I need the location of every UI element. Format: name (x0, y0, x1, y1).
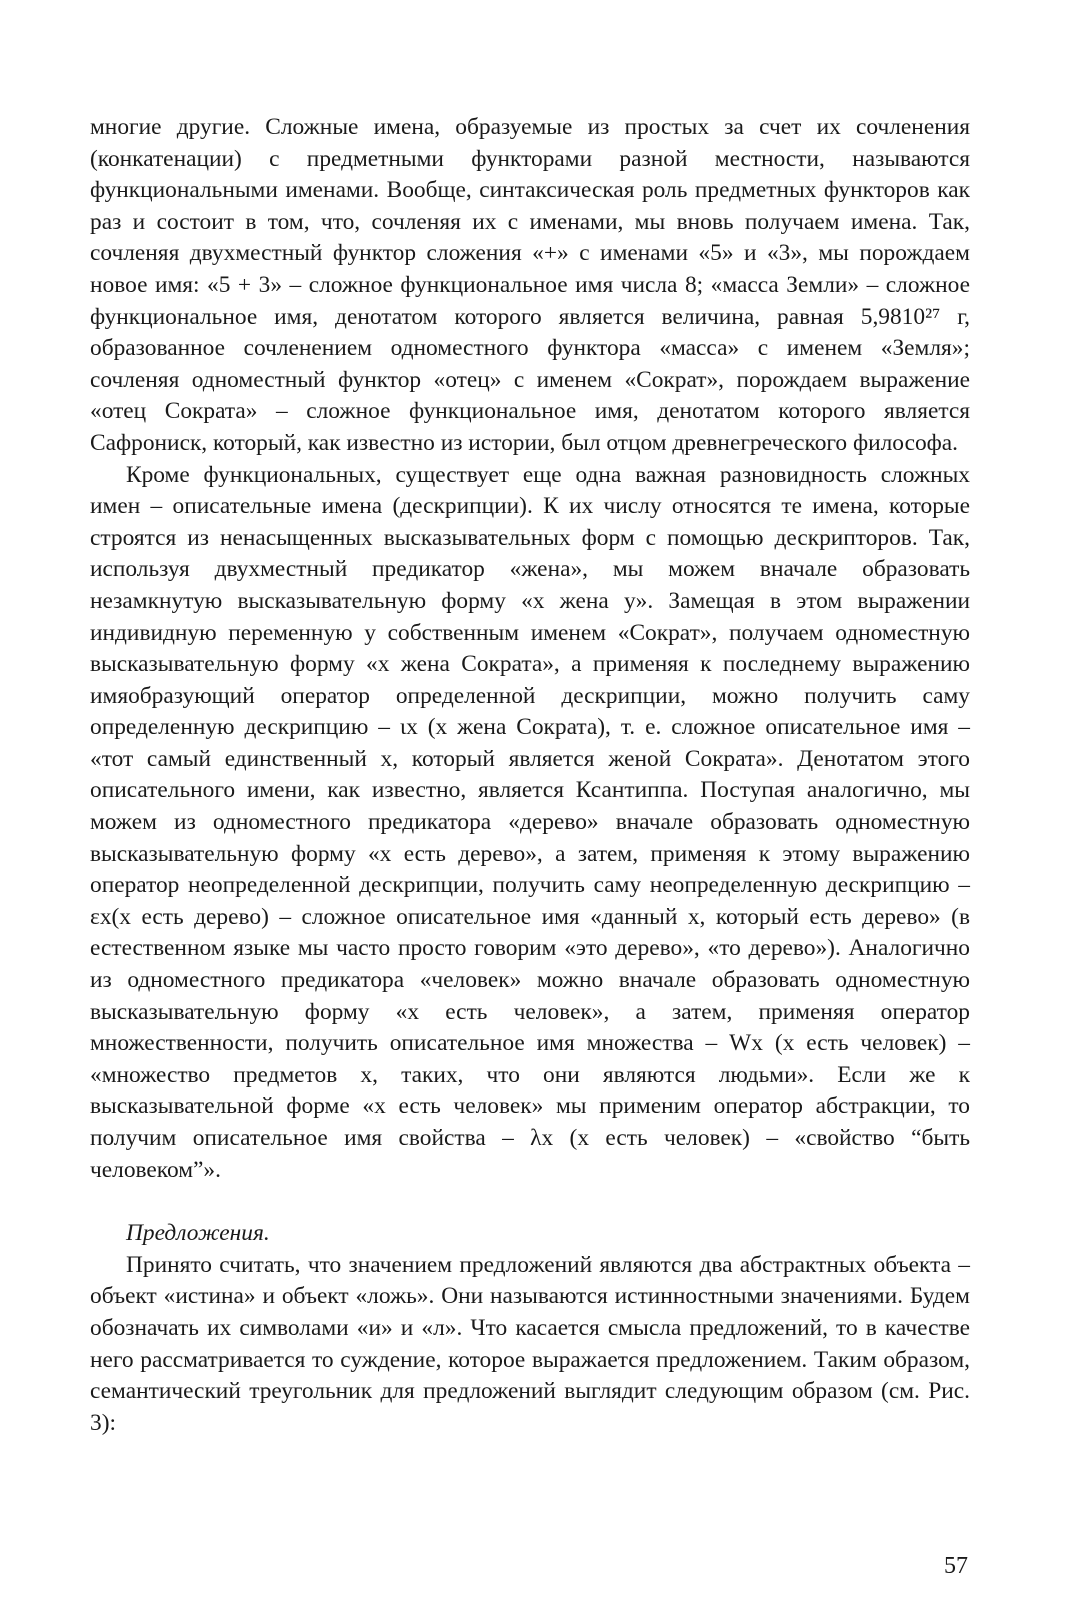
page-number: 57 (944, 1553, 968, 1579)
page-body (90, 112, 970, 1439)
section-heading-sentences: Предложения. (126, 1220, 270, 1247)
paragraph-functional-names: многие другие. Сложные имена, образуемые из простых за счет их сочленения (конкатенации) с предметными функторами разной местности, называются функциональными именами. Вообще, синтаксическая роль предметных функторов как раз и состоит в том, что, сочленяя их с именами, мы вновь получаем имена. Так, сочленяя двухместный функтор сложения «+» с именами «5» и «3», мы порождаем новое имя: «5 + 3» – сложное функциональное имя числа 8; «масса Земли» – сложное функциональное имя, денотатом которого является величина, равная 5,9810²⁷ г, образованное сочленением одноместного функтора «масса» с именем «Земля»; сочленяя одноместный функтор «отец» с именем «Сократ», порождаем выражение «отец Сократа» – сложное функциональное имя, денотатом которого является Сафрониск, который, как известно из истории, был отцом древнегреческого философа. (90, 114, 970, 456)
paragraph-truth-values: Принято считать, что значением предложений являются два абстрактных объекта – объект «истина» и объект «ложь». Они называются истинностными значениями. Будем обозначать их символами «и» и «л». Что касается смысла предложений, то в качестве него рассматривается то суждение, которое выражается предложением. Таким образом, семантический треугольник для предложений выглядит следующим образом (см. Рис. 3): (90, 1251, 970, 1436)
paragraph-descriptive-names: Кроме функциональных, существует еще одна важная разновидность сложных имен – описательные имена (дескрипции). К их числу относятся те имена, которые строятся из ненасыщенных высказывательных форм с помощью дескрипторов. Так, используя двухместный предикатор «жена», мы можем вначале образовать незамкнутую высказывательную форму «x жена y». Замещая в этом выражении индивидную переменную y собственным именем «Сократ», получаем одноместную высказывательную форму «x жена Сократа», а применяя к последнему выражению имяобразующий оператор определенной дескрипции, можно получить саму определенную дескрипцию – ιx (x жена Сократа), т. е. сложное описательное имя – «тот самый единственный x, который является женой Сократа». Денотатом этого описательного имени, как известно, является Ксантиппа. Поступая аналогично, мы можем из одноместного предикатора «дерево» вначале образовать одноместную высказывательную форму «x есть дерево», а затем, применяя к этому выражению оператор неопределенной дескрипции, получить саму неопределенную дескрипцию – εx(x есть дерево) – сложное описательное имя «данный x, который есть дерево» (в естественном языке мы часто просто говорим «это дерево», «то дерево»). Аналогично из одноместного предикатора «человек» можно вначале образовать одноместную высказывательную форму «x есть человек», а затем, применяя оператор множественности, получить описательное имя множества – Wx (x есть человек) – «множество предметов x, таких, что они являются людьми». Если же к высказывательной форме «x есть человек» мы применим оператор абстракции, то получим описательное имя свойства – λx (x есть человек) – «свойство “быть человеком”». (90, 461, 970, 1183)
